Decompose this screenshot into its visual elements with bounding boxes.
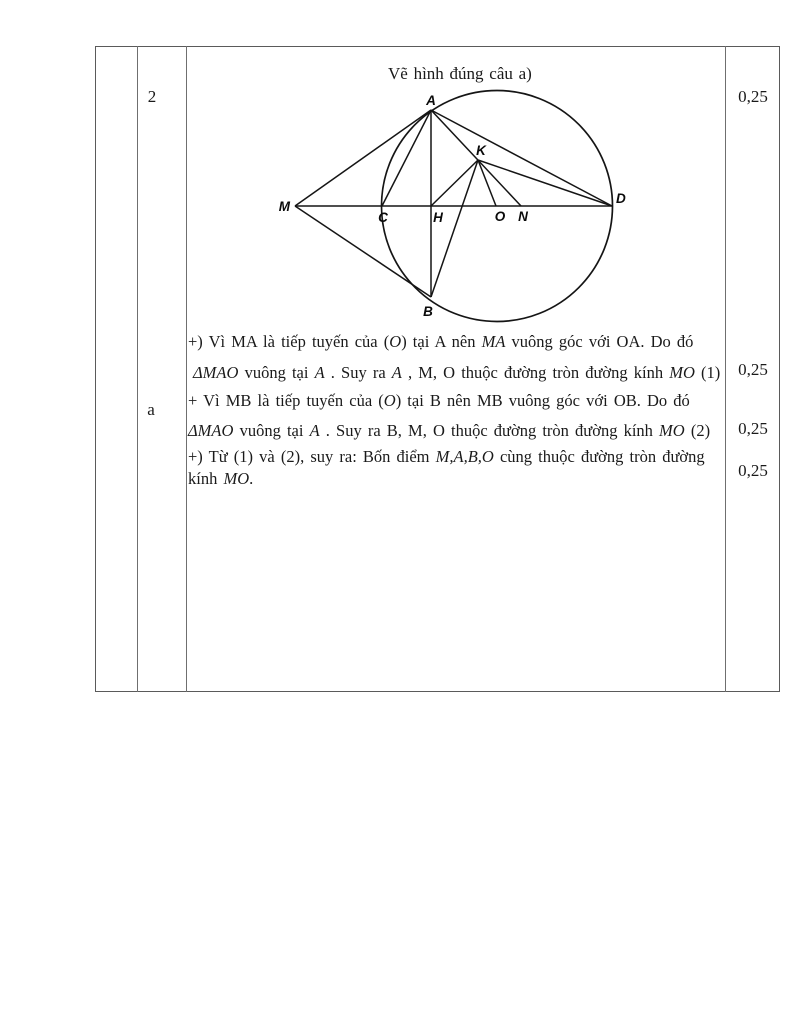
solution-line: +) Từ (1) và (2), suy ra: Bốn điểm M,A,B,O cùng thuộc đường tròn đường	[188, 447, 705, 466]
point-label-O: O	[494, 209, 506, 224]
score-value: 0,25	[738, 360, 768, 379]
score-value: 0,25	[738, 461, 768, 480]
question-number: 2	[147, 87, 157, 106]
segment-AC	[382, 110, 431, 206]
segment-KB	[431, 160, 478, 297]
segment-AD	[431, 110, 612, 206]
column-divider-2	[186, 46, 187, 692]
solution-line: kính MO.	[188, 469, 254, 488]
point-label-C: C	[378, 210, 388, 225]
solution-line: +) Vì MA là tiếp tuyến của (O) tại A nên MA vuông góc với OA. Do đó	[188, 332, 694, 351]
point-label-H: H	[433, 210, 443, 225]
point-label-A: A	[426, 93, 436, 108]
score-value: 0,25	[738, 87, 768, 106]
segment-KD	[478, 160, 612, 206]
segment-MB	[295, 206, 431, 297]
column-divider-1	[137, 46, 138, 692]
solution-line: ΔMAO vuông tại A . Suy ra B, M, O thuộc đường tròn đường kính MO (2)	[188, 421, 711, 440]
solution-line: ΔMAO vuông tại A . Suy ra A , M, O thuộc đường tròn đường kính MO (1)	[193, 363, 721, 382]
geometry-figure	[260, 82, 645, 330]
segment-MA	[295, 110, 431, 206]
solution-line: + Vì MB là tiếp tuyến của (O) tại B nên MB vuông góc với OB. Do đó	[188, 391, 690, 410]
segment-AN	[431, 110, 521, 206]
segment-KO	[478, 160, 496, 206]
part-label: a	[147, 400, 155, 419]
point-label-M: M	[278, 199, 290, 214]
point-label-B: B	[423, 304, 433, 319]
point-label-K: K	[476, 143, 486, 158]
segment-KH	[431, 160, 478, 206]
score-value: 0,25	[738, 419, 768, 438]
point-label-N: N	[518, 209, 528, 224]
figure-caption: Vẽ hình đúng câu a)	[388, 64, 532, 83]
point-label-D: D	[616, 191, 626, 206]
